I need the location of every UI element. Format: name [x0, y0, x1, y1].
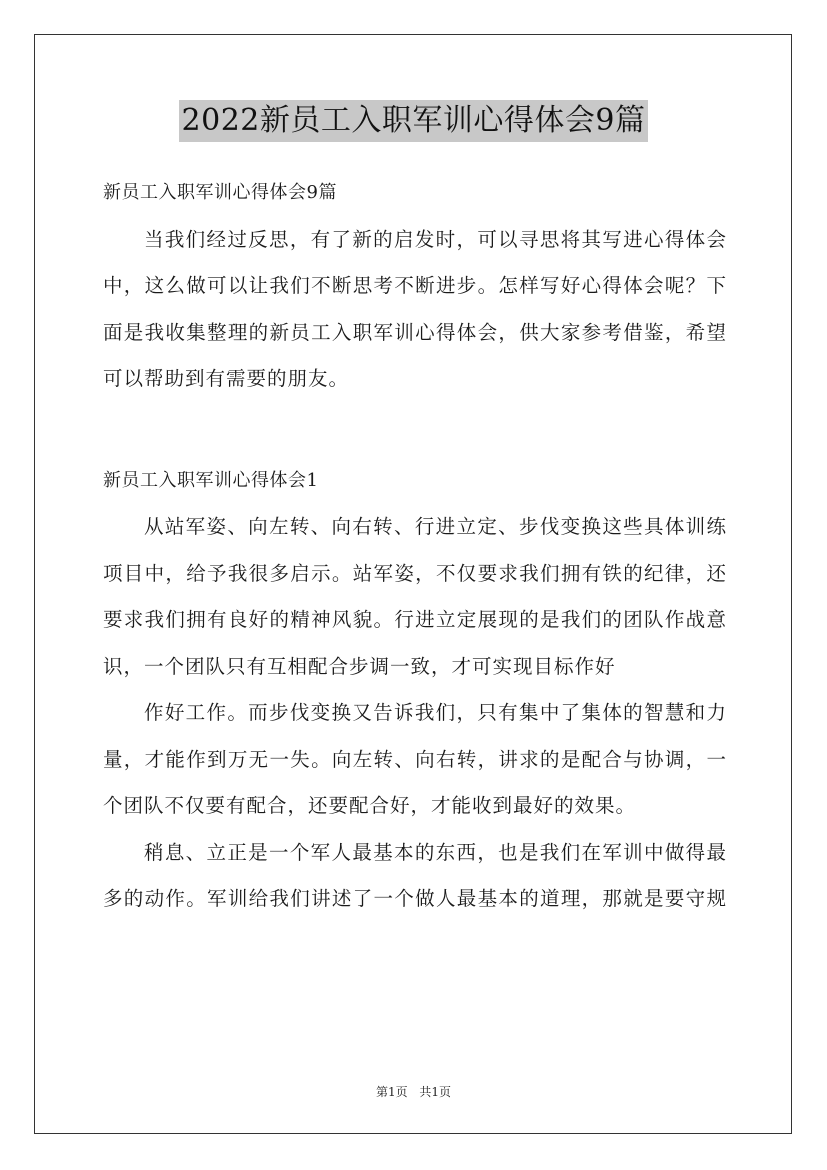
intro-line: 中，这么做可以让我们不断思考不断进步。怎样写好心得体会呢？下 [103, 274, 727, 297]
paragraph-gap [103, 403, 727, 458]
document-body [103, 170, 727, 923]
intro-line: 面是我收集整理的新员工入职军训心得体会，供大家参考借鉴，希望 [103, 320, 727, 344]
paragraph-line: 项目中，给予我很多启示。站军姿，不仅要求我们拥有铁的纪律，还 [103, 561, 727, 585]
paragraph-line: 要求我们拥有良好的精神风貌。行进立定展现的是我们的团队作战意 [103, 608, 727, 631]
paragraph-line: 作好工作。而步伐变换又告诉我们，只有集中了集体的智慧和力 [144, 701, 727, 724]
paragraph-line: 个团队不仅要有配合，还要配合好，才能收到最好的效果。 [103, 794, 637, 817]
title-container [0, 100, 827, 142]
paragraph-line: 从站军姿、向左转、向右转、行进立定、步伐变换这些具体训练 [144, 515, 727, 538]
document-subtitle: 新员工入职军训心得体会9篇 [103, 182, 337, 203]
paragraph-line: 多的动作。军训给我们讲述了一个做人最基本的道理，那就是要守规 [103, 887, 727, 910]
page-number: 第1页 [375, 1085, 408, 1099]
document-title: 2022新员工入职军训心得体会9篇 [179, 100, 649, 142]
page-footer [0, 1084, 827, 1100]
page-total: 共1页 [419, 1085, 452, 1099]
paragraph-line: 稍息、立正是一个军人最基本的东西，也是我们在军训中做得最 [144, 840, 727, 864]
paragraph-line: 识，一个团队只有互相配合步调一致，才可实现目标作好 [103, 654, 616, 678]
intro-line: 可以帮助到有需要的朋友。 [103, 367, 350, 390]
intro-line: 当我们经过反思，有了新的启发时，可以寻思将其写进心得体会 [144, 227, 727, 251]
paragraph-line: 量，才能作到万无一失。向左转、向右转，讲求的是配合与协调，一 [103, 747, 727, 771]
section-heading: 新员工入职军训心得体会1 [103, 469, 319, 491]
